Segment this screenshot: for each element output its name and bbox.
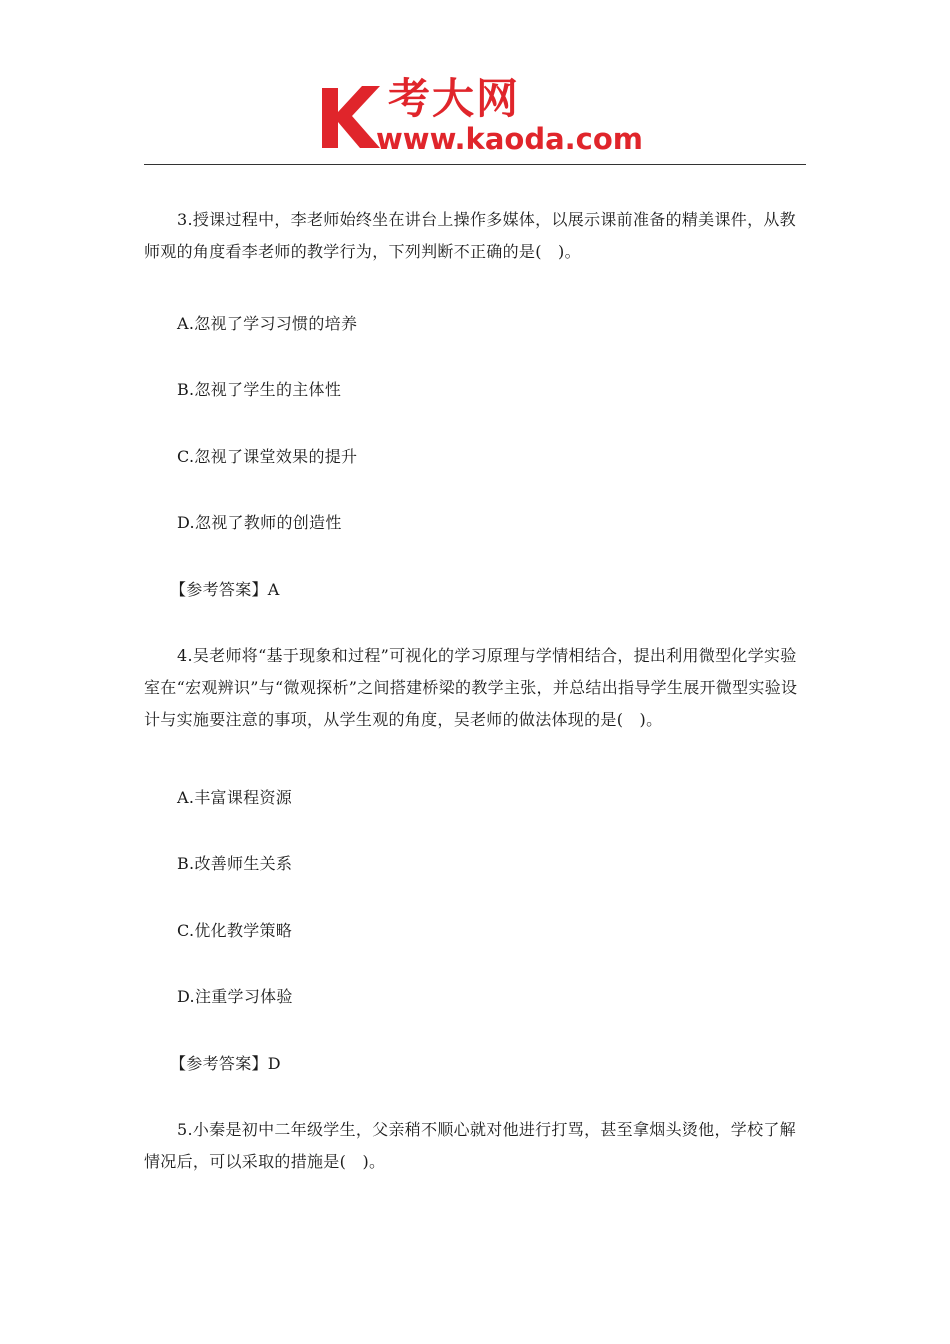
question-3-option-a: A.忽视了学习习惯的培养 [177,314,358,333]
question-3-option-d: D.忽视了教师的创造性 [177,513,342,532]
question-3-option-c: C.忽视了课堂效果的提升 [177,447,358,466]
question-4-option-d: D.注重学习体验 [177,987,293,1006]
question-4-stem: 4.吴老师将“基于现象和过程”可视化的学习原理与学情相结合，提出利用微型化学实验室在“宏观辨识”与“微观探析”之间搭建桥梁的教学主张，并总结出指导学生展开微型实验设计与实施要注意的事项，从学生观的角度，吴老师的做法体现的是( )。 [144,646,798,729]
question-5-stem: 5.小秦是初中二年级学生，父亲稍不顺心就对他进行打骂，甚至拿烟头烫他，学校了解情况后，可以采取的措施是( )。 [144,1120,796,1171]
question-3-option-b: B.忽视了学生的主体性 [177,380,342,399]
header-divider [144,164,806,165]
kaoda-logo [318,74,648,158]
question-4-answer: 【参考答案】D [170,1054,281,1073]
question-3-answer: 【参考答案】A [170,580,280,599]
question-4-option-c: C.优化教学策略 [177,921,293,940]
k-logo-icon [318,82,384,152]
question-4-option-a: A.丰富课程资源 [177,788,293,807]
question-4-option-b: B.改善师生关系 [177,854,293,873]
question-3-stem: 3.授课过程中，李老师始终坐在讲台上操作多媒体，以展示课前准备的精美课件，从教师观的角度看李老师的教学行为，下列判断不正确的是( )。 [144,210,796,261]
logo-title: 考大网 [388,74,521,123]
logo-url: www.kaoda.com [376,122,643,156]
